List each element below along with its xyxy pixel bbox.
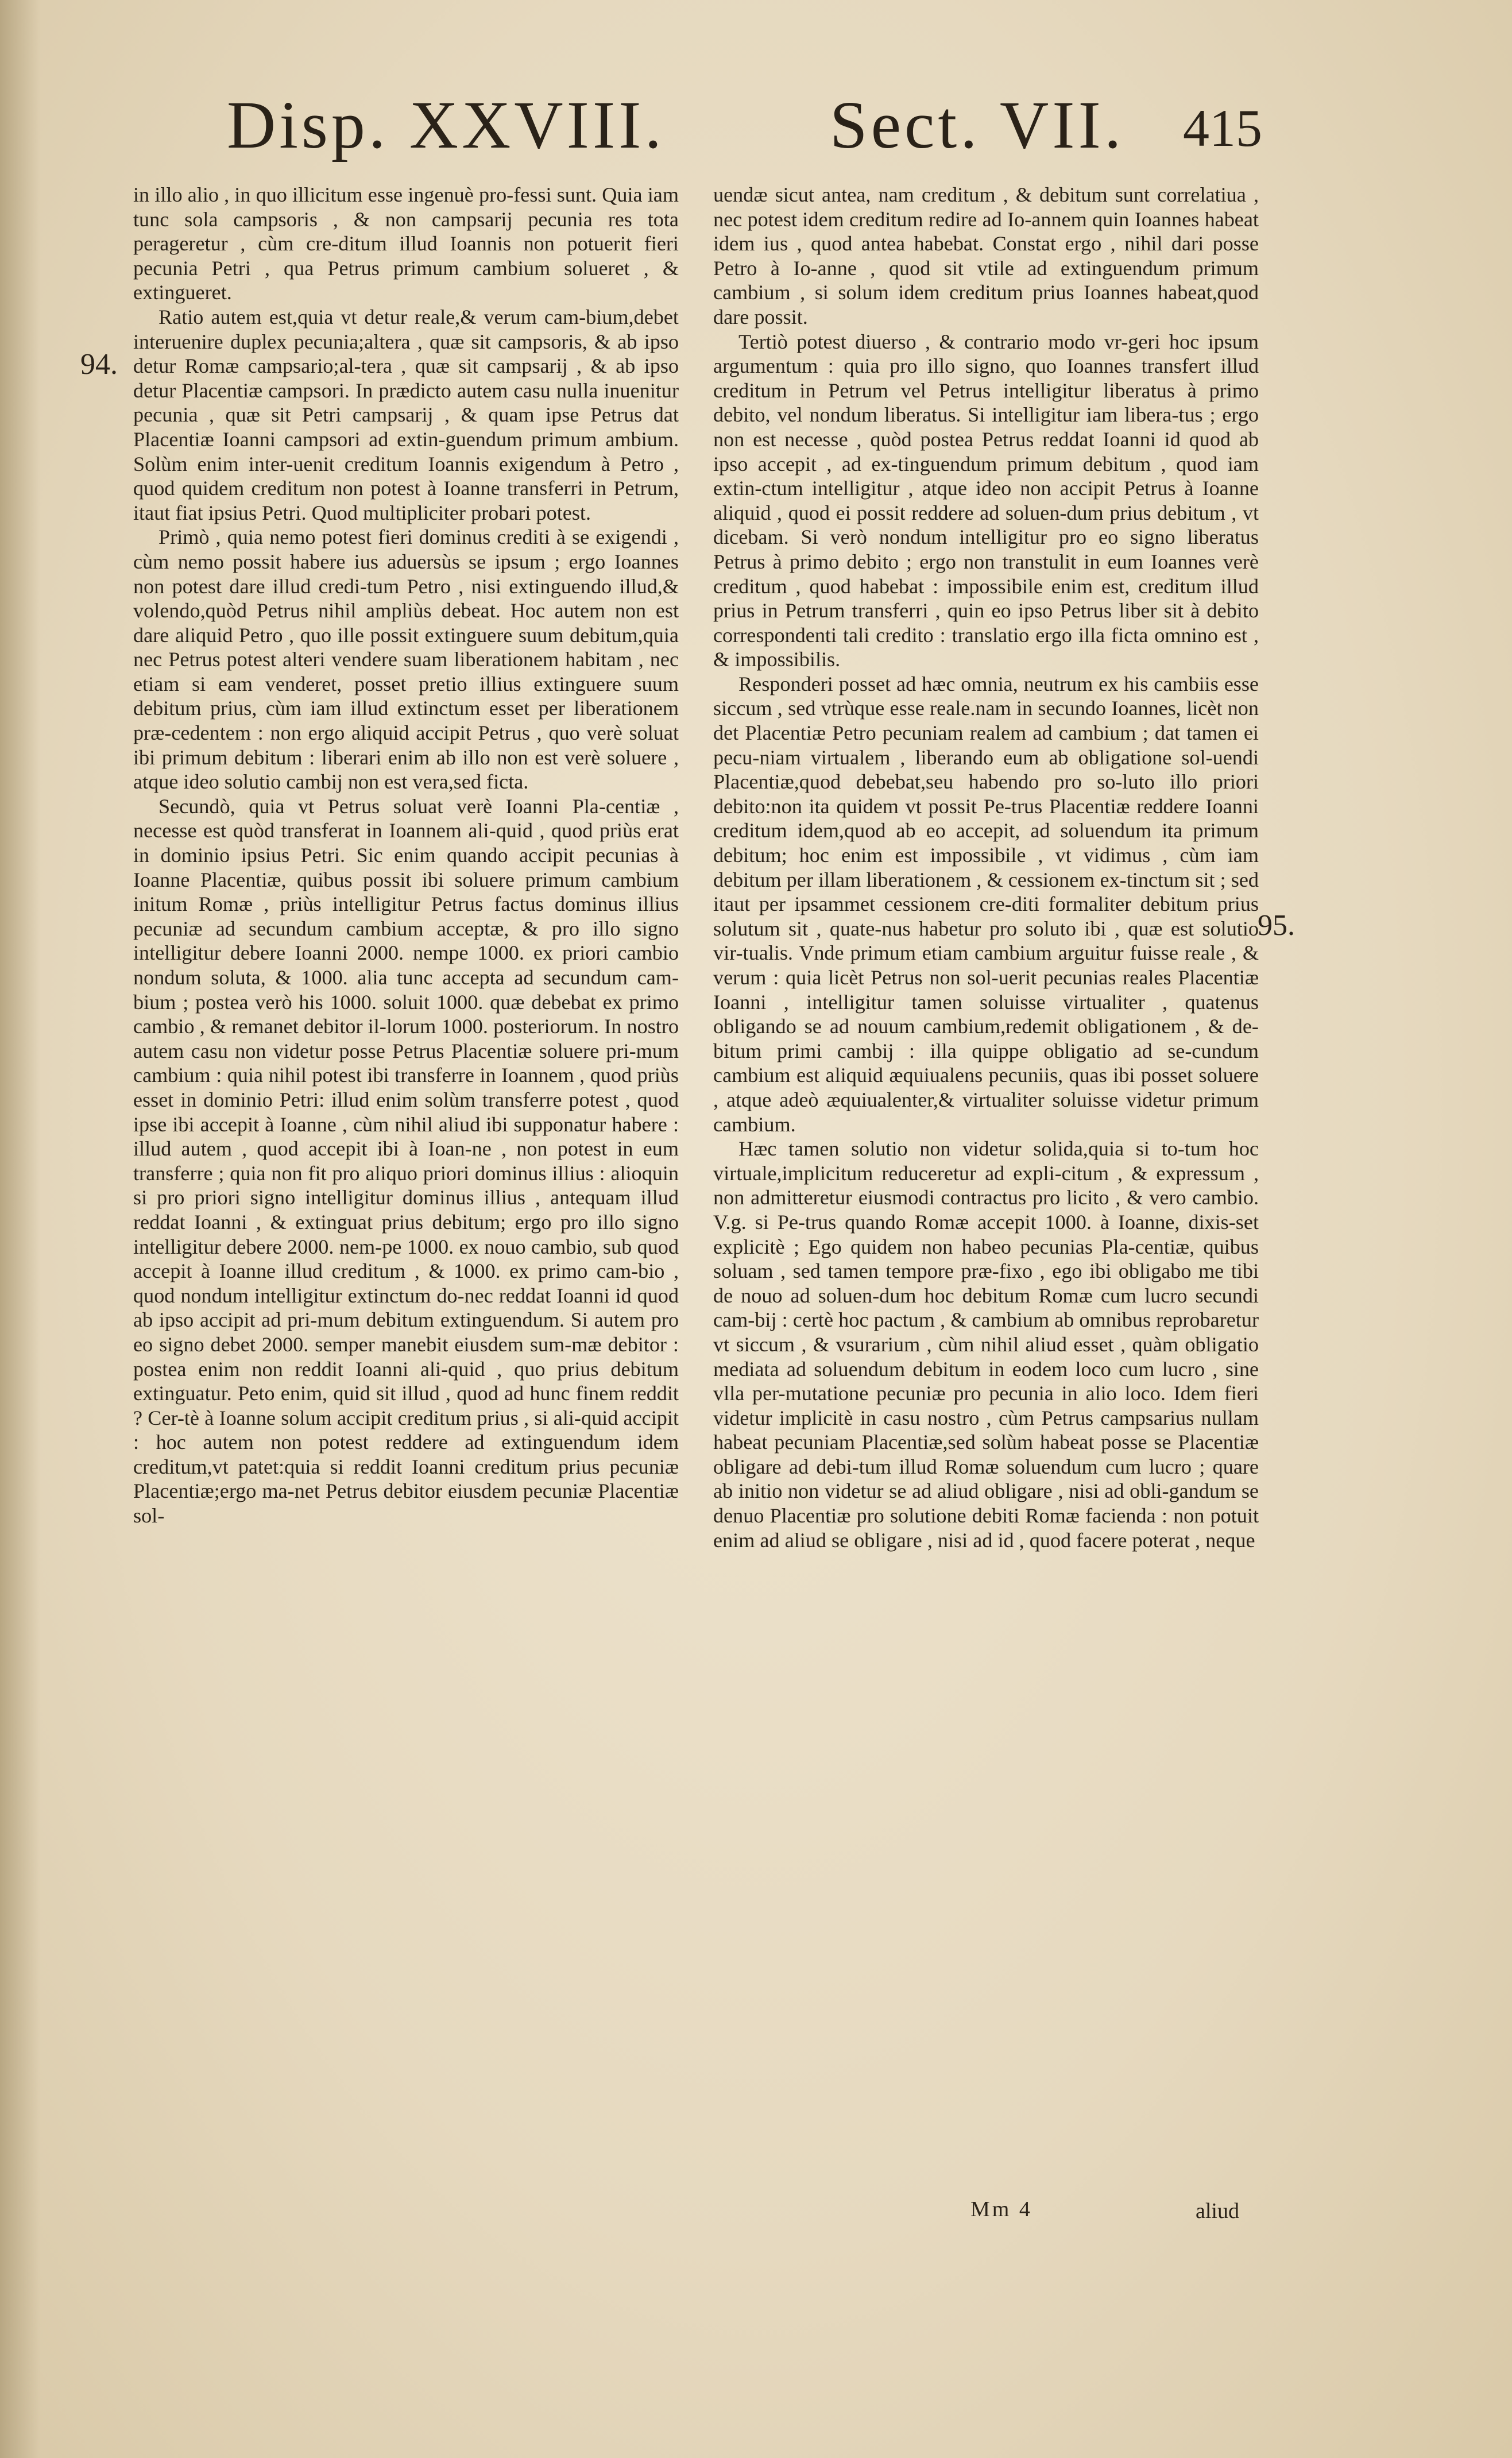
running-header [0,86,1512,178]
header-disputation: Disp. XXVIII. [227,87,665,163]
catchword: aliud [1196,2199,1239,2223]
paragraph: uendæ sicut antea, nam creditum , & debitum sunt correlatiua , nec potest idem creditum redire ad Io-annem quin Ioannes habeat idem ius , quod antea habebat. Constat ergo , nihil dari posse Petro à Io-anne , quod sit vtile ad extinguendum primum cambium , si solum idem creditum prius Ioannes habeat,quod dare possit. [713,183,1259,328]
paragraph: in illo alio , in quo illicitum esse ingenuè pro-fessi sunt. Quia iam tunc sola campsoris , & non campsarij pecunia res tota perageretur , cùm cre-ditum illud Ioannis non potuerit fieri pecunia Petri , qua Petrus primum cambium solueret , & extingueret. [133,183,679,304]
header-section: Sect. VII. [830,87,1125,163]
paragraph: Hæc tamen solutio non videtur solida,quia si to-tum hoc virtuale,implicitum reduceretur ad expli-citum , & expressum , non admitteretur eiusmodi contractus pro licito , & vero cambio. V.g. si Pe-trus quando Romæ accepit 1000. à Ioanne, dixis-set explicitè ; Ego quidem non habeo pecunias Pla-centiæ, quibus soluam , sed tamen tempore præ-fixo , ego ibi obligabo me tibi de nouo ad soluen-dum hoc debitum Romæ cum lucro secundi cam-bij : certè hoc pactum , & cambium ab omnibus reprobaretur vt siccum , & vsurarium , cùm nihil aliud esset , quàm obligatio mediata ad soluendum debitum in eodem loco cum lucro , sine vlla per-mutatione pecuniæ pro pecunia in alio loco. Idem fieri videtur implicitè in casu nostro , cùm Petrus campsarius nullam habeat pecuniam Placentiæ,sed solùm habeat posse se Placentiæ obligare ad debi-tum illud Romæ soluendum cum lucro ; quare ab initio non videtur se ad aliud obligare , nisi ad obli-gandum se denuo Placentiæ pro solutione debiti Romæ facienda : non potuit enim ad aliud se obligare , nisi ad id , quod facere poterat , neque [713,1137,1259,1552]
margin-number-95: 95. [1258,909,1295,942]
paragraph: Responderi posset ad hæc omnia, neutrum ex his cambiis esse siccum , sed vtrùque esse reale.nam in secundo Ioannes, licèt non det Placentiæ Petro pecuniam realem ad cambium ; dat tamen ei pecu-niam virtualem , liberando eum ab obligatione sol-uendi Placentiæ,quod debebat,seu habendo pro so-luto illo priori debito:non ita quidem vt possit Pe-trus Placentiæ reddere Ioanni creditum idem,quod ab eo accepit, ad soluendum ita primum debitum; hoc enim est impossibile , vt vidimus , cùm iam debitum per illam liberationem , & cessionem ex-tinctum sit ; sed itaut per ipsammet cessionem cre-diti formaliter debitum prius solutum sit , quate-nus habetur pro soluto ibi , quæ est solutio vir-tualis. Vnde primum etiam cambium arguitur fuisse reale , & verum : quia licèt Petrus non sol-uerit pecunias reales Placentiæ Ioanni , intelligitur tamen soluisse virtualiter , quatenus obligando se ad nouum cambium,redemit obligationem , & de-bitum primi cambij : illa quippe obligatio ad se-cundum cambium est aliquid æquiualens pecuniis, quas ibi posset soluere , atque adeò æquiualenter,& virtualiter soluisse videtur primum cambium. [713,672,1259,1136]
paragraph: Ratio autem est,quia vt detur reale,& verum cam-bium,debet interuenire duplex pecunia;altera , quæ sit campsoris, & ab ipso detur Romæ campsario;al-tera , quæ sit campsarij , & ab ipso detur Placentiæ campsori. In prædicto autem casu nulla inuenitur pecunia , quæ sit Petri campsarij , & quam ipse Petrus dat Placentiæ Ioanni campsori ad extin-guendum primum ambium. Solùm enim inter-uenit creditum Ioannis exigendum à Petro , quod quidem creditum non potest à Ioanne transferri in Petrum, itaut fiat ipsius Petri. Quod multipliciter probari potest. [133,305,679,524]
gutter-shadow [0,0,40,2458]
margin-number-94: 94. [80,348,118,381]
signature-mark: Mm 4 [970,2197,1033,2221]
paragraph: Tertiò potest diuerso , & contrario modo vr-geri hoc ipsum argumentum : quia pro illo signo, quo Ioannes transfert illud creditum in Petrum vel Petrus intelligitur liberatus à primo debito, vel nondum liberatus. Si intelligitur iam libera-tus ; ergo non est necesse , quòd postea Petrus reddat Ioanni id quod ab ipso accepit , ad ex-tinguendum primum debitum , quod iam extin-ctum intelligitur , atque ideo non accipit Petrus à Ioanne aliquid , quod ei possit reddere ad soluen-dum prius debitum , vt dicebam. Si verò nondum intelligitur pro eo signo liberatus Petrus à primo debito ; ergo non transtulit in eum Ioannes verè creditum , quod habebat : impossibile enim est, creditum illud prius in Petrum transferri , quin eo ipso Petrus liber sit à debito correspondenti tali credito : translatio ergo illa ficta omnino est , & impossibilis. [713,330,1259,671]
paragraph: Primò , quia nemo potest fieri dominus crediti à se exigendi , cùm nemo possit habere ius aduersùs se ipsum ; ergo Ioannes non potest dare illud credi-tum Petro , nisi extinguendo illud,& volendo,quòd Petrus nihil ampliùs debeat. Hoc autem non est dare aliquid Petro , quo ille possit extinguere suum debitum,quia nec Petrus potest alteri vendere suam liberationem habitam , nec etiam si eam venderet, posset pretio illius extinguere suum debitum prius, cùm iam illud extinctum esset per liberationem præ-cedentem : non ergo aliquid accipit Petrus , quo verè soluat ibi primum debitum : liberari enim ab illo non est verè soluere , atque ideo solutio cambij non est vera,sed ficta. [133,525,679,794]
right-column [713,183,1259,1552]
page-number: 415 [1183,99,1262,157]
paragraph: Secundò, quia vt Petrus soluat verè Ioanni Pla-centiæ , necesse est quòd transferat in Ioannem ali-quid , quod priùs erat in dominio ipsius Petri. Sic enim quando accipit pecunias à Ioanne Placentiæ, quibus possit ibi soluere primum cambium initum Romæ , priùs intelligitur Petrus factus dominus illius pecuniæ ad secundum cambium acceptæ, & pro illo signo intelligitur debere Ioanni 2000. nempe 1000. ex priori cambio nondum soluta, & 1000. alia tunc accepta ad secundum cam-bium ; postea verò his 1000. soluit 1000. quæ debebat ex primo cambio , & remanet debitor il-lorum 1000. posteriorum. In nostro autem casu non videtur posse Petrus Placentiæ soluere pri-mum cambium : quia nihil potest ibi transferre in Ioannem , quod priùs esset in dominio Petri: illud enim solùm transferre potest , quod ipse ibi accepit à Ioanne , cùm nihil aliud ibi supponatur habere : illud autem , quod accepit ibi à Ioan-ne , non potest in eum transferre ; quia non fit pro aliquo priori dominus illius : alioquin si pro priori signo intelligitur dominus illius , antequam illud reddat Ioanni , & extinguat prius debitum; ergo pro illo signo intelligitur debere 2000. nem-pe 1000. ex nouo cambio, sub quod accepit à Ioanne illud creditum , & 1000. ex primo cam-bio , quod nondum intelligitur extinctum do-nec reddat Ioanni id quod ab ipso accipit ad pri-mum debitum extinguendum. Si autem pro eo signo debet 2000. semper manebit eiusdem sum-mæ debitor : postea enim non reddit Ioanni ali-quid , quo prius debitum extinguatur. Peto enim, quid sit illud , quod ad hunc finem reddit ? Cer-tè à Ioanne solum accipit creditum prius , si ali-quid accipit : hoc autem non potest reddere ad extinguendum idem creditum,vt patet:quia si reddit Ioanni creditum prius pecuniæ Placentiæ;ergo ma-net Petrus debitor eiusdem pecuniæ Placentiæ sol- [133,794,679,1528]
left-column [133,183,679,1528]
